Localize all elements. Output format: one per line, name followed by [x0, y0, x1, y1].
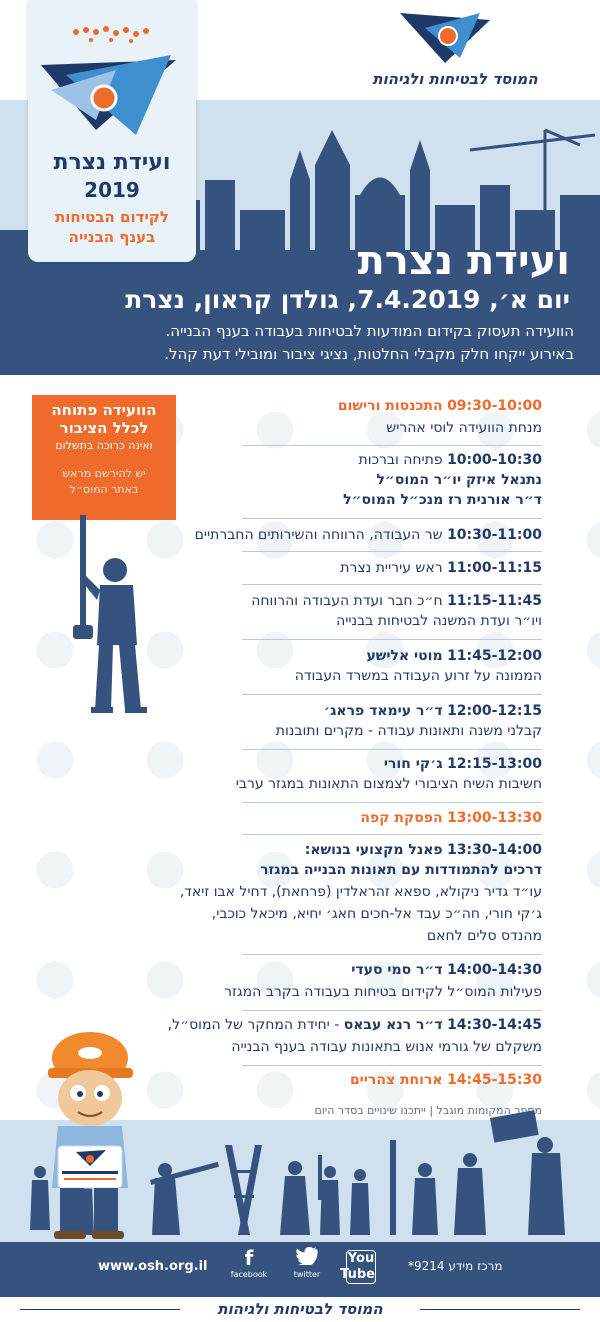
schedule-title: ח״כ חבר ועדת העבודה והרווחה: [251, 593, 443, 609]
schedule-time: 14:00-14:30: [447, 962, 542, 978]
schedule-item-10: [162, 842, 542, 858]
divider: [242, 584, 542, 585]
panel-members-line2: ג׳קי חורי, חה״כ עבד אל-חכים חאג׳ יחיא, מיכאל כוכבי,: [211, 906, 542, 922]
schedule-detail: הממונה על זרוע העבודה במשרד העבודה: [294, 668, 542, 684]
schedule-item-12: [162, 1017, 542, 1033]
schedule-title: ד״ר סמי סעדי: [351, 962, 443, 978]
schedule-item-2: [162, 452, 542, 468]
youtube-link[interactable]: [336, 1246, 386, 1284]
divider: [242, 954, 542, 955]
schedule-item-4: [162, 560, 542, 576]
schedule-host: מנחת הוועידה לוסי אהריש: [386, 420, 542, 436]
schedule-item-1-host: [162, 420, 542, 436]
event-date-location: יום א׳, 7.4.2019, גולדן קראון, נצרת: [125, 285, 570, 314]
schedule-title: ד״ר רנא עבאס: [343, 1017, 443, 1033]
main-title: ועידת נצרת: [357, 238, 570, 284]
divider: [242, 802, 542, 803]
schedule-detail: חשיבות השיח הציבורי לצמצום התאונות במגזר ערבי: [235, 776, 542, 792]
schedule-time: 10:30-11:00: [447, 527, 542, 543]
panel-topic: דרכים להתמודדות עם תאונות הבנייה במגזר: [260, 862, 542, 878]
schedule-item-5: [162, 593, 542, 609]
bottom-organization-line: [0, 1297, 600, 1322]
conference-badge: [28, 0, 196, 262]
footer-bar: [0, 1242, 600, 1297]
schedule-item-8: [162, 756, 542, 772]
facebook-label: facebook: [230, 1270, 268, 1279]
info-center: מרכז מידע 9214*: [408, 1259, 503, 1273]
schedule-title: ג׳קי חורי: [383, 756, 443, 772]
schedule-title: שר העבודה, הרווחה והשירותים החברתיים: [194, 527, 443, 543]
divider: [242, 445, 542, 446]
schedule-speaker: ד״ר אורנית רז מנכ״ל המוס״ל: [343, 492, 542, 508]
schedule-title-suffix: - יחידת המחקר של המוס״ל,: [167, 1017, 344, 1033]
divider: [242, 834, 542, 835]
schedule-time: 11:45-12:00: [447, 648, 542, 664]
schedule-title: ד״ר עימאד פראג׳: [323, 703, 443, 719]
schedule-item-13: [162, 1072, 542, 1088]
schedule-detail: קבלני משנה ותאונות עבודה - מקרים ותובנות: [275, 723, 542, 739]
divider: [242, 518, 542, 519]
schedule-title: ארוחת צהריים: [349, 1072, 443, 1088]
sign-line1: הוועידה פתוחה: [51, 401, 157, 419]
youtube-icon: You Tube: [340, 1251, 375, 1282]
schedule-title: התכנסות ורישום: [337, 398, 443, 414]
website-link[interactable]: www.osh.org.il: [98, 1259, 208, 1274]
schedule-item-3: [162, 527, 542, 543]
divider: [242, 639, 542, 640]
notice-text: מספר המקומות מוגבל | ייתכנו שינויים בסדר היום: [314, 1104, 542, 1117]
badge-subtitle-line1: לקידום הבטיחות: [55, 208, 169, 226]
sign-line4: יש להירשם מראש: [62, 467, 146, 480]
badge-year: 2019: [84, 178, 140, 202]
schedule-item-1: [162, 398, 542, 414]
facebook-link[interactable]: [224, 1246, 274, 1279]
public-event-sign: [32, 395, 176, 520]
schedule-title: ראש עיריית נצרת: [340, 560, 443, 576]
schedule-speaker: נתנאל איזק יו״ר המוס״ל: [376, 472, 542, 488]
schedule-detail: פעילות המוס״ל לקידום בטיחות בעבודה בקרב המגזר: [224, 984, 542, 1000]
schedule-time: 11:00-11:15: [447, 560, 542, 576]
organization-name: המוסד לבטיחות ולגיהות: [372, 70, 538, 88]
twitter-link[interactable]: [282, 1246, 332, 1279]
schedule-time: 13:00-13:30: [447, 810, 542, 826]
schedule-time: 10:00-10:30: [447, 452, 542, 468]
schedule-title: מוטי אלישע: [366, 648, 443, 664]
sign-line3: ואינה כרוכה בתשלום: [55, 439, 153, 452]
schedule-item-7: [162, 703, 542, 719]
divider: [420, 1309, 580, 1310]
divider: [242, 749, 542, 750]
schedule-time: 12:15-13:00: [447, 756, 542, 772]
schedule-title: הפסקת קפה: [360, 810, 443, 826]
divider: [242, 694, 542, 695]
description-line1: הוועידה תעסוק בקידום המודעות לבטיחות בעבודה בענף הבנייה.: [165, 322, 574, 340]
bottom-organization-name: המוסד לבטיחות ולגיהות: [217, 1300, 383, 1318]
conference-logo-icon: [36, 20, 186, 145]
schedule-item-6: [162, 648, 542, 664]
schedule-time: 12:00-12:15: [447, 703, 542, 719]
schedule-title: פתיחה וברכות: [358, 452, 443, 468]
schedule-time: 13:30-14:00: [447, 842, 542, 858]
divider: [242, 1065, 542, 1066]
divider: [242, 551, 542, 552]
schedule-time: 09:30-10:00: [447, 398, 542, 414]
painter-worker-icon: [55, 515, 175, 715]
panel-members-line3: מהנדס סלים לחאם: [426, 928, 542, 944]
schedule-detail: משקלם של גורמי אנוש בתאונות עבודה בענף הבנייה: [231, 1039, 542, 1055]
schedule-time: 14:45-15:30: [447, 1072, 542, 1088]
organization-logo-icon: [380, 8, 510, 68]
schedule-item-9: [162, 810, 542, 826]
badge-subtitle-line2: בענף הבנייה: [68, 228, 156, 246]
panel-members-line1: עו״ד גדיר ניקולא, ספאא זהראלדין (פרחאת), דחיל אבו זיאד,: [179, 884, 542, 900]
schedule-item-11: [162, 962, 542, 978]
schedule-title: פאנל מקצועי בנושא:: [304, 842, 443, 858]
schedule-time: 11:15-11:45: [447, 593, 542, 609]
twitter-icon: [282, 1246, 332, 1270]
badge-title: ועידת נצרת: [53, 150, 171, 175]
twitter-label: twitter: [293, 1270, 321, 1279]
sign-line2: לכלל הציבור: [59, 419, 149, 437]
facebook-icon: f: [244, 1246, 254, 1270]
schedule-time: 14:30-14:45: [447, 1017, 542, 1033]
sign-line5: באתר המוס״ל: [69, 483, 139, 496]
schedule-detail: ויו״ר ועדת המשנה לבטיחות בבנייה: [336, 613, 542, 629]
divider: [242, 1010, 542, 1011]
description-line2: באירוע ייקחו חלק מקבלי החלטות, נציגי ציבור ומובילי דעת קהל.: [164, 345, 574, 363]
construction-worker-mascot-icon: [28, 1028, 148, 1240]
